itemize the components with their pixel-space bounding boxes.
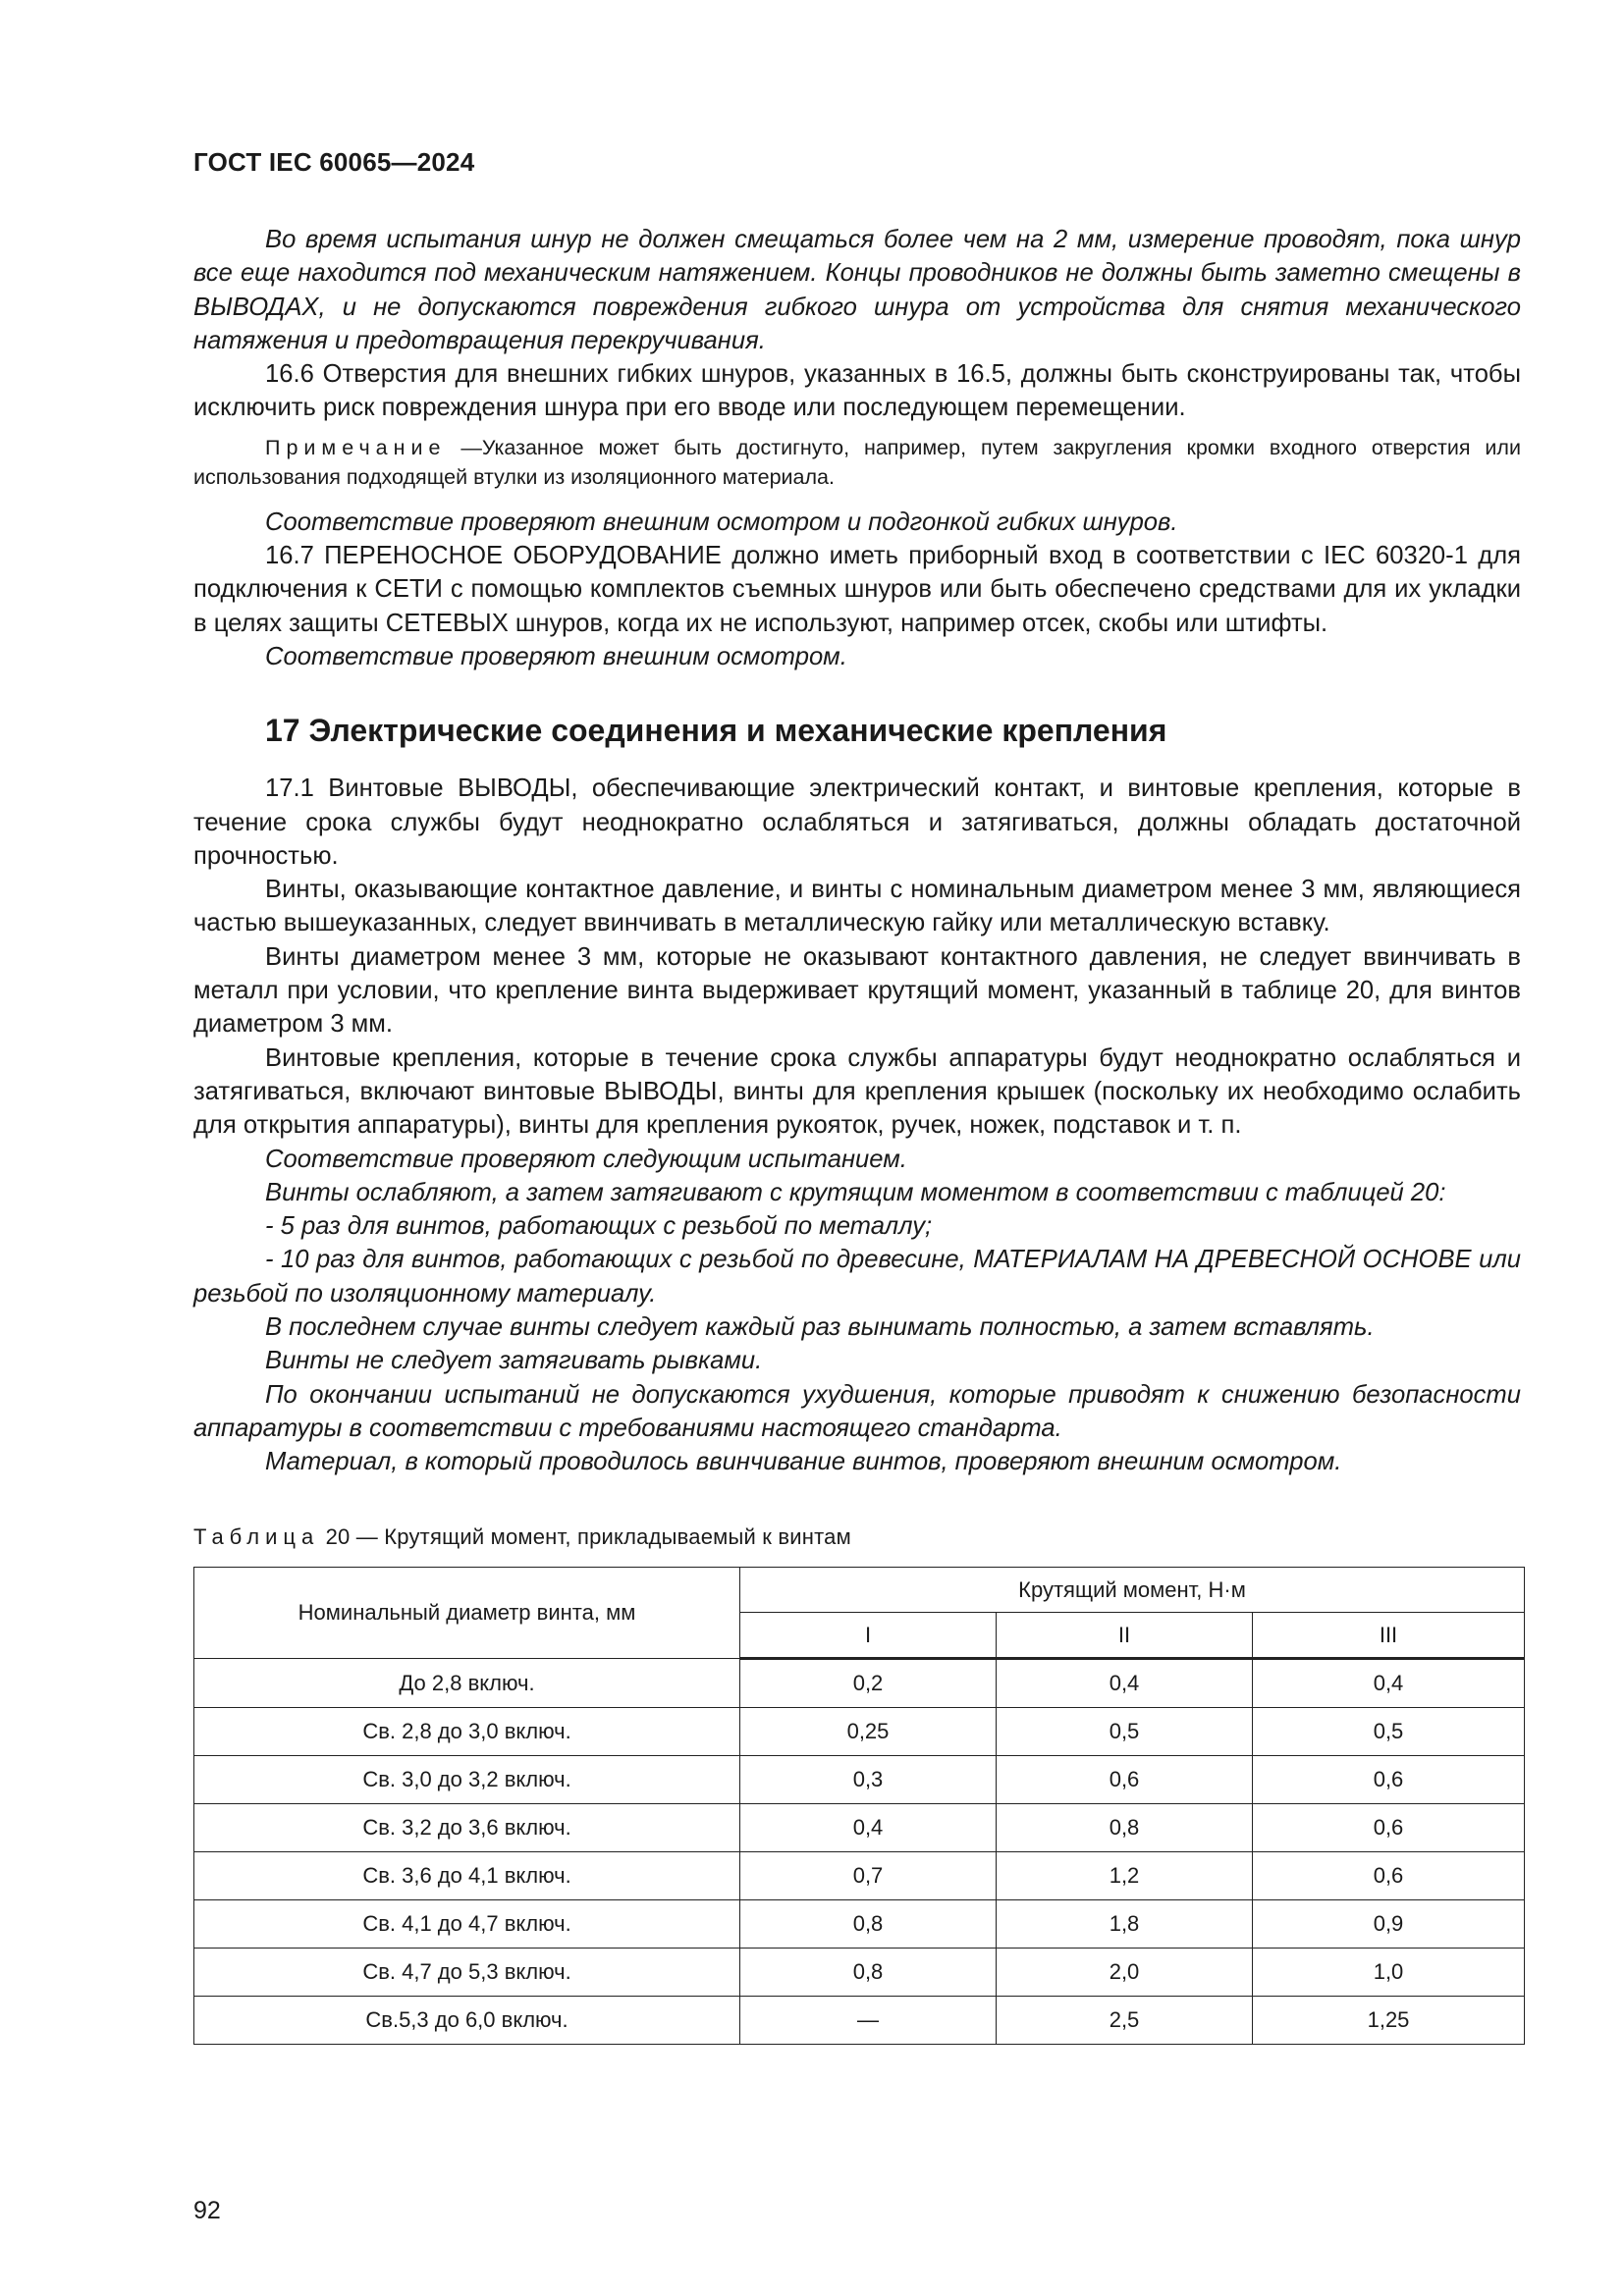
- cell-diameter: Св. 4,7 до 5,3 включ.: [194, 1949, 740, 1997]
- cell-torque-ii: 2,5: [997, 1997, 1253, 2045]
- paragraph: Винтовые крепления, которые в течение срока службы аппаратуры будут неоднократно ослабляться и затягиваться, включают винтовые ВЫВОДЫ, винты для крепления крышек (поскольку их необходимо ослабить для открытия аппаратуры), винты для крепления рукояток, ручек, ножек, подставок и т. п.: [193, 1043, 1521, 1140]
- cell-torque-i: 0,4: [740, 1804, 997, 1852]
- table-caption: [193, 1524, 851, 1550]
- note-label: Примечание: [265, 435, 447, 459]
- list-item: [193, 1243, 1521, 1310]
- cell-torque-i: 0,2: [740, 1659, 997, 1708]
- cell-torque-i: —: [740, 1997, 997, 2045]
- paragraph: По окончании испытаний не допускаются ухудшения, которые приводят к снижению безопасности аппаратуры в соответствии с требованиями настоящего стандарта.: [193, 1380, 1521, 1442]
- cell-torque-ii: 1,8: [997, 1900, 1253, 1949]
- cell-torque-ii: 0,6: [997, 1756, 1253, 1804]
- cell-torque-i: 0,25: [740, 1708, 997, 1756]
- table-row: [194, 1659, 1525, 1708]
- table-caption-label: Таблица: [193, 1524, 320, 1549]
- cell-diameter: Св. 3,2 до 3,6 включ.: [194, 1804, 740, 1852]
- paragraph: В последнем случае винты следует каждый раз вынимать полностью, а затем вставлять.: [265, 1313, 1375, 1342]
- header-class-ii: II: [997, 1613, 1253, 1659]
- paragraph: Материал, в который проводилось ввинчивание винтов, проверяют внешним осмотром.: [265, 1448, 1342, 1476]
- cell-torque-i: 0,8: [740, 1949, 997, 1997]
- list-item: [193, 1209, 1521, 1243]
- list-dash: -: [265, 1212, 274, 1241]
- table-caption-text: 20 — Крутящий момент, прикладываемый к винтам: [319, 1524, 851, 1549]
- note-text: —Указанное может быть достигнуто, например, путем закругления кромки входного отверстия или использования подходящей втулки из изоляционного материала.: [193, 435, 1521, 489]
- cell-torque-iii: 0,4: [1253, 1659, 1525, 1708]
- paragraph: Во время испытания шнур не должен смещаться более чем на 2 мм, измерение проводят, пока шнур все еще находится под механическим натяжением. Концы проводников не должны быть заметно смещены в ВЫВОДАХ, и не допускаются повреждения гибкого шнура от устройства для снятия механического натяжения и предотвращения перекручивания.: [193, 226, 1521, 354]
- torque-table: [193, 1567, 1525, 2045]
- table-row: [194, 1756, 1525, 1804]
- cell-diameter: Св.5,3 до 6,0 включ.: [194, 1997, 740, 2045]
- page-number: 92: [193, 2197, 221, 2224]
- paragraph: Винты ослабляют, а затем затягивают с крутящим моментом в соответствии с таблицей 20:: [265, 1178, 1446, 1206]
- cell-diameter: Св. 4,1 до 4,7 включ.: [194, 1900, 740, 1949]
- cell-diameter: Св. 2,8 до 3,0 включ.: [194, 1708, 740, 1756]
- paragraph-17-1: 17.1 Винтовые ВЫВОДЫ, обеспечивающие электрический контакт, и винтовые крепления, которые в течение срока службы будут неоднократно ослабляться и затягиваться, должны обладать достаточной прочностью.: [193, 774, 1521, 870]
- table-row: [194, 1900, 1525, 1949]
- cell-torque-iii: 0,6: [1253, 1852, 1525, 1900]
- table-row: [194, 1949, 1525, 1997]
- cell-torque-i: 0,3: [740, 1756, 997, 1804]
- table-row: [194, 1708, 1525, 1756]
- cell-diameter: До 2,8 включ.: [194, 1659, 740, 1708]
- cell-torque-iii: 0,9: [1253, 1900, 1525, 1949]
- cell-torque-i: 0,8: [740, 1900, 997, 1949]
- header-class-i: I: [740, 1613, 997, 1659]
- cell-torque-ii: 0,5: [997, 1708, 1253, 1756]
- standard-header: ГОСТ IEC 60065—2024: [193, 147, 475, 177]
- paragraph: Винты, оказывающие контактное давление, и винты с номинальным диаметром менее 3 мм, являющиеся частью вышеуказанных, следует ввинчивать в металлическую гайку или металлическую вставку.: [193, 876, 1521, 937]
- table-header-row: [194, 1568, 1525, 1613]
- table-row: [194, 1804, 1525, 1852]
- cell-torque-iii: 1,0: [1253, 1949, 1525, 1997]
- paragraph-16-6: 16.6 Отверстия для внешних гибких шнуров, указанных в 16.5, должны быть сконструированы так, чтобы исключить риск повреждения шнура при его вводе или последующем перемещении.: [193, 360, 1521, 422]
- paragraph-16-7: 16.7 ПЕРЕНОСНОЕ ОБОРУДОВАНИЕ должно иметь приборный вход в соответствии с IEC 60320-1 для подключения к СЕТИ с помощью комплектов съемных шнуров или быть обеспечено средствами для их укладки в целях защиты СЕТЕВЫХ шнуров, когда их не используют, например отсек, скобы или штифты.: [193, 542, 1521, 637]
- header-diameter: Номинальный диаметр винта, мм: [194, 1568, 740, 1659]
- cell-diameter: Св. 3,0 до 3,2 включ.: [194, 1756, 740, 1804]
- cell-torque-ii: 1,2: [997, 1852, 1253, 1900]
- list-dash: -: [265, 1246, 274, 1274]
- list-item-text: 5 раз для винтов, работающих с резьбой по металлу;: [273, 1212, 933, 1241]
- section-heading: 17 Электрические соединения и механические крепления: [265, 713, 1167, 749]
- cell-torque-ii: 0,8: [997, 1804, 1253, 1852]
- body-text: [193, 223, 1521, 1479]
- table-row: [194, 1852, 1525, 1900]
- cell-torque-iii: 0,6: [1253, 1804, 1525, 1852]
- cell-torque-iii: 1,25: [1253, 1997, 1525, 2045]
- header-class-iii: III: [1253, 1613, 1525, 1659]
- paragraph: Соответствие проверяют внешним осмотром и подгонкой гибких шнуров.: [265, 507, 1178, 536]
- cell-torque-ii: 2,0: [997, 1949, 1253, 1997]
- cell-diameter: Св. 3,6 до 4,1 включ.: [194, 1852, 740, 1900]
- paragraph: Винты не следует затягивать рывками.: [265, 1347, 763, 1375]
- table-row: [194, 1997, 1525, 2045]
- paragraph: Соответствие проверяют следующим испытанием.: [265, 1145, 907, 1173]
- note: [193, 433, 1521, 492]
- cell-torque-i: 0,7: [740, 1852, 997, 1900]
- list-item-text: 10 раз для винтов, работающих с резьбой по древесине, МАТЕРИАЛАМ НА ДРЕВЕСНОЙ ОСНОВЕ или резьбой по изоляционному материалу.: [193, 1246, 1521, 1308]
- header-torque: Крутящий момент, Н·м: [740, 1568, 1525, 1613]
- cell-torque-iii: 0,6: [1253, 1756, 1525, 1804]
- cell-torque-ii: 0,4: [997, 1659, 1253, 1708]
- paragraph: Винты диаметром менее 3 мм, которые не оказывают контактного давления, не следует ввинчивать в металл при условии, что крепление винта выдерживает крутящий момент, указанный в таблице 20, для винтов диаметром 3 мм.: [193, 942, 1521, 1039]
- paragraph: Соответствие проверяют внешним осмотром.: [265, 642, 847, 670]
- cell-torque-iii: 0,5: [1253, 1708, 1525, 1756]
